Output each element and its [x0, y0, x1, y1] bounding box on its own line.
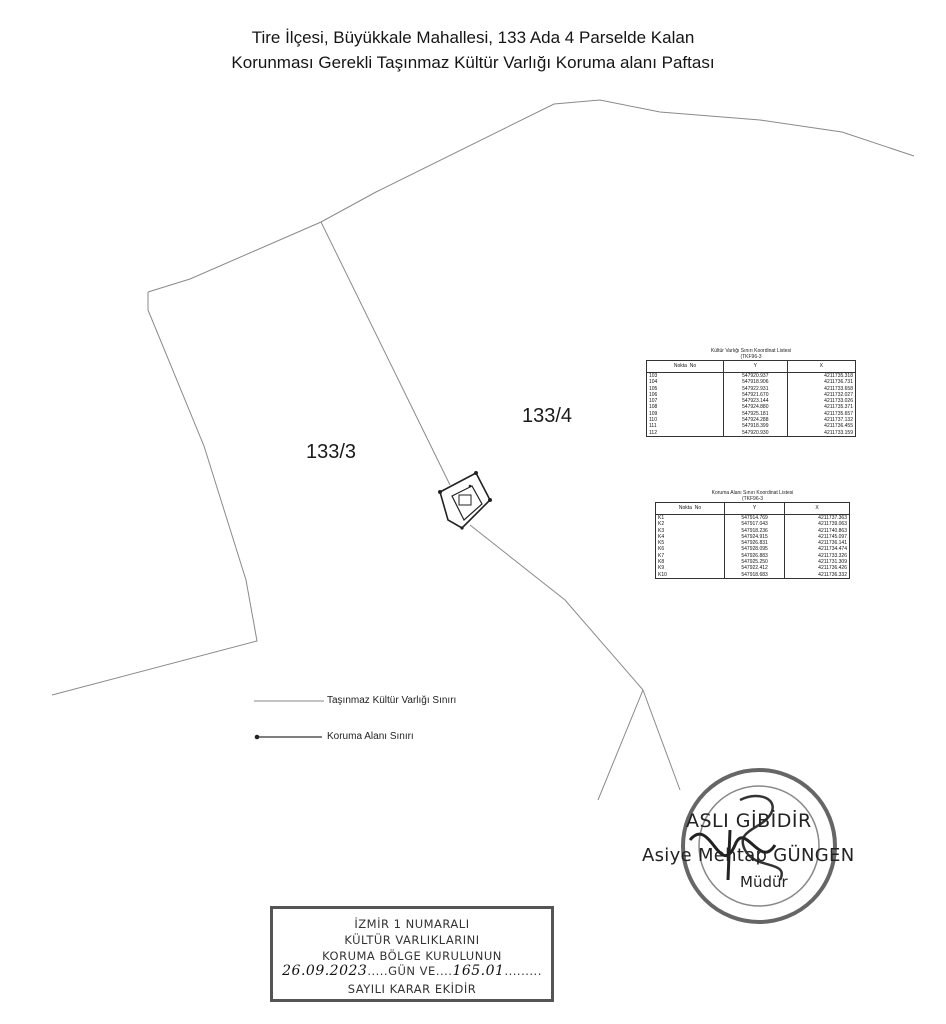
- coord-x: 4211735.318: [787, 373, 855, 380]
- coord-x: 4211733.026: [787, 398, 855, 404]
- point-id: 112: [647, 430, 724, 437]
- table1-header-nokta: Nokta No: [647, 361, 724, 373]
- coord-x: 4211736.731: [787, 379, 855, 385]
- coord-y: 547923.144: [724, 398, 788, 404]
- coord-x: 4211736.455: [787, 423, 855, 429]
- table2-header-x: X: [785, 503, 850, 515]
- coord-x: 4211733.658: [787, 386, 855, 392]
- coord-x: 4211745.097: [785, 534, 850, 540]
- point-id: K7: [656, 553, 725, 559]
- coord-x: 4211731.309: [785, 559, 850, 565]
- point-id: 103: [647, 373, 724, 380]
- table-row: [647, 430, 856, 437]
- point-id: 107: [647, 398, 724, 404]
- coord-y: 547924.288: [724, 417, 788, 423]
- table-row: [647, 373, 856, 380]
- parcel-label-133-3: 133/3: [306, 441, 357, 463]
- point-id: 104: [647, 379, 724, 385]
- point-id: 105: [647, 386, 724, 392]
- coord-y: 547924.915: [725, 534, 785, 540]
- coord-y: 547917.043: [725, 521, 785, 527]
- stamp-line2: KÜLTÜR VARLIKLARINI: [344, 933, 480, 947]
- coord-y: 547925.181: [724, 411, 788, 417]
- coord-y: 547918.683: [725, 572, 785, 579]
- legend-cultural-boundary: Taşınmaz Kültür Varlığı Sınırı: [327, 695, 457, 706]
- map-title-line2: Korunması Gerekli Taşınmaz Kültür Varlığı Koruma alanı Paftası: [231, 53, 715, 72]
- table-row: [656, 572, 850, 579]
- point-id: K6: [656, 546, 725, 552]
- point-id: 109: [647, 411, 724, 417]
- coord-y: 547928.095: [725, 546, 785, 552]
- parcel-boundary: [148, 100, 914, 292]
- coord-x: 4211740.863: [785, 528, 850, 534]
- coord-x: 4211733.159: [787, 430, 855, 437]
- decision-stamp: [270, 906, 554, 1002]
- legend-protection-boundary: Koruma Alanı Sınırı: [327, 731, 414, 742]
- coordinate-table-cultural: [646, 348, 856, 437]
- parcel-boundary-right: [643, 690, 680, 790]
- table2-header-nokta: Nokta No: [656, 503, 725, 515]
- table1-header-x: X: [787, 361, 855, 373]
- point-id: 106: [647, 392, 724, 398]
- certified-copy-text: ASLI GİBİDİR: [686, 810, 812, 832]
- parcel-division-line-lower: [470, 525, 643, 800]
- coord-y: 547918.236: [725, 528, 785, 534]
- coord-x: 4211736.426: [785, 565, 850, 571]
- stamp-gun-ve: GÜN VE: [388, 964, 436, 978]
- signatory-title: Müdür: [740, 873, 788, 891]
- parcel-boundary-left: [52, 292, 257, 695]
- table2-caption-2: (TKF96-3: [741, 496, 764, 502]
- point-id: K9: [656, 565, 725, 571]
- stamp-line1: İZMİR 1 NUMARALI: [354, 917, 470, 931]
- point-id: K10: [656, 572, 725, 579]
- stamp-number: 165.01: [452, 963, 505, 979]
- table2-header-y: Y: [725, 503, 785, 515]
- point-id: K3: [656, 528, 725, 534]
- coord-x: 4211734.474: [785, 546, 850, 552]
- table2-caption: Koruma Alanı Sınırı Koordinat Listesi: [711, 490, 794, 496]
- point-id: 111: [647, 423, 724, 429]
- coord-y: 547925.250: [725, 559, 785, 565]
- coord-x: 4211732.027: [787, 392, 855, 398]
- table1-caption: Kültür Varlığı Sınırı Koordinat Listesi: [710, 348, 792, 354]
- coord-y: 547922.931: [724, 386, 788, 392]
- point-id: K2: [656, 521, 725, 527]
- coord-x: 4211735.657: [787, 411, 855, 417]
- coord-y: 547921.670: [724, 392, 788, 398]
- point-id: 110: [647, 417, 724, 423]
- cultural-property-symbol: [438, 471, 492, 530]
- signatory-name: Asiye Mehtap GÜNGEN: [642, 845, 855, 866]
- table1-caption-2: (TKF96-3: [740, 354, 762, 360]
- coord-x: 4211737.363: [785, 515, 850, 522]
- coord-y: 547918.906: [724, 379, 788, 385]
- coord-x: 4211739.063: [785, 521, 850, 527]
- coord-x: 4211736.332: [785, 572, 850, 579]
- point-id: K8: [656, 559, 725, 565]
- coord-x: 4211736.141: [785, 540, 850, 546]
- coordinate-table-protection: [655, 490, 850, 579]
- stamp-line3: KORUMA BÖLGE KURULUNUN: [322, 949, 502, 963]
- coord-x: 4211735.371: [787, 404, 855, 410]
- point-id: K1: [656, 515, 725, 522]
- point-id: 108: [647, 404, 724, 410]
- coord-y: 547920.937: [724, 373, 788, 380]
- point-id: K4: [656, 534, 725, 540]
- coord-y: 547914.769: [725, 515, 785, 522]
- stamp-date-line: 26.09.2023.....GÜN VE....165.01.........: [282, 963, 542, 979]
- point-id: K5: [656, 540, 725, 546]
- coord-y: 547926.883: [725, 553, 785, 559]
- map-title-line1: Tire İlçesi, Büyükkale Mahallesi, 133 Ada 4 Parselde Kalan: [251, 28, 695, 47]
- table-row: [656, 515, 850, 522]
- coord-y: 547922.412: [725, 565, 785, 571]
- stamp-date: 26.09.2023: [282, 963, 368, 979]
- table1-header-y: Y: [724, 361, 788, 373]
- parcel-label-133-4: 133/4: [522, 405, 573, 427]
- coord-x: 4211737.132: [787, 417, 855, 423]
- coord-y: 547920.930: [724, 430, 788, 437]
- coord-y: 547926.831: [725, 540, 785, 546]
- coord-y: 547918.399: [724, 423, 788, 429]
- coord-y: 547924.880: [724, 404, 788, 410]
- coord-x: 4211733.326: [785, 553, 850, 559]
- stamp-line5: SAYILI KARAR EKİDİR: [347, 982, 477, 996]
